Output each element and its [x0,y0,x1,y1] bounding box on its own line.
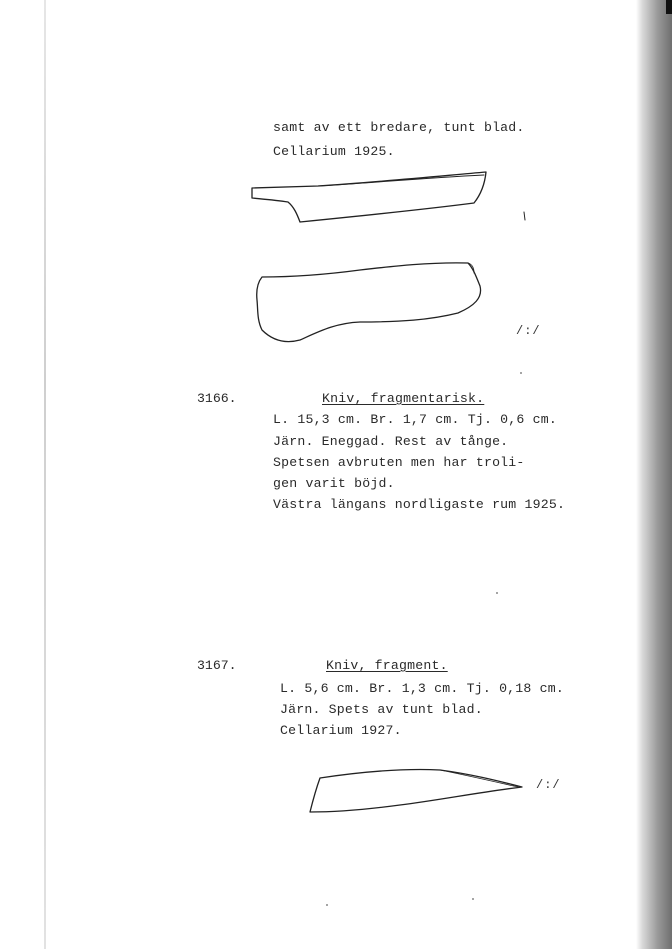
knife-sketch-2 [257,263,481,342]
entry-title: Kniv, fragmentarisk. [322,391,485,406]
entry-line: gen varit böjd. [273,476,395,491]
scale-mark-1: /:/ [516,324,541,338]
paper-speck [326,904,328,906]
paper-speck [496,592,498,594]
paper-speck [472,898,474,900]
entry-line: L. 15,3 cm. Br. 1,7 cm. Tj. 0,6 cm. [273,412,557,427]
entry-number: 3167. [197,658,237,673]
entry-line: Spetsen avbruten men har troli- [273,455,525,470]
knife-sketch-3 [310,769,522,812]
entry-line: Järn. Eneggad. Rest av tånge. [273,434,509,449]
entry-line: L. 5,6 cm. Br. 1,3 cm. Tj. 0,18 cm. [280,681,564,696]
entry-line: Västra längans nordligaste rum 1925. [273,497,566,512]
entry-title: Kniv, fragment. [326,658,448,673]
scale-mark-2: /:/ [536,778,561,792]
entry-number: 3166. [197,391,237,406]
entry-line: Cellarium 1927. [280,723,402,738]
paper-speck [520,372,522,374]
intro-line-1: samt av ett bredare, tunt blad. [273,120,525,135]
knife-sketch-1 [252,172,486,222]
entry-line: Järn. Spets av tunt blad. [280,702,483,717]
intro-line-2: Cellarium 1925. [273,144,395,159]
